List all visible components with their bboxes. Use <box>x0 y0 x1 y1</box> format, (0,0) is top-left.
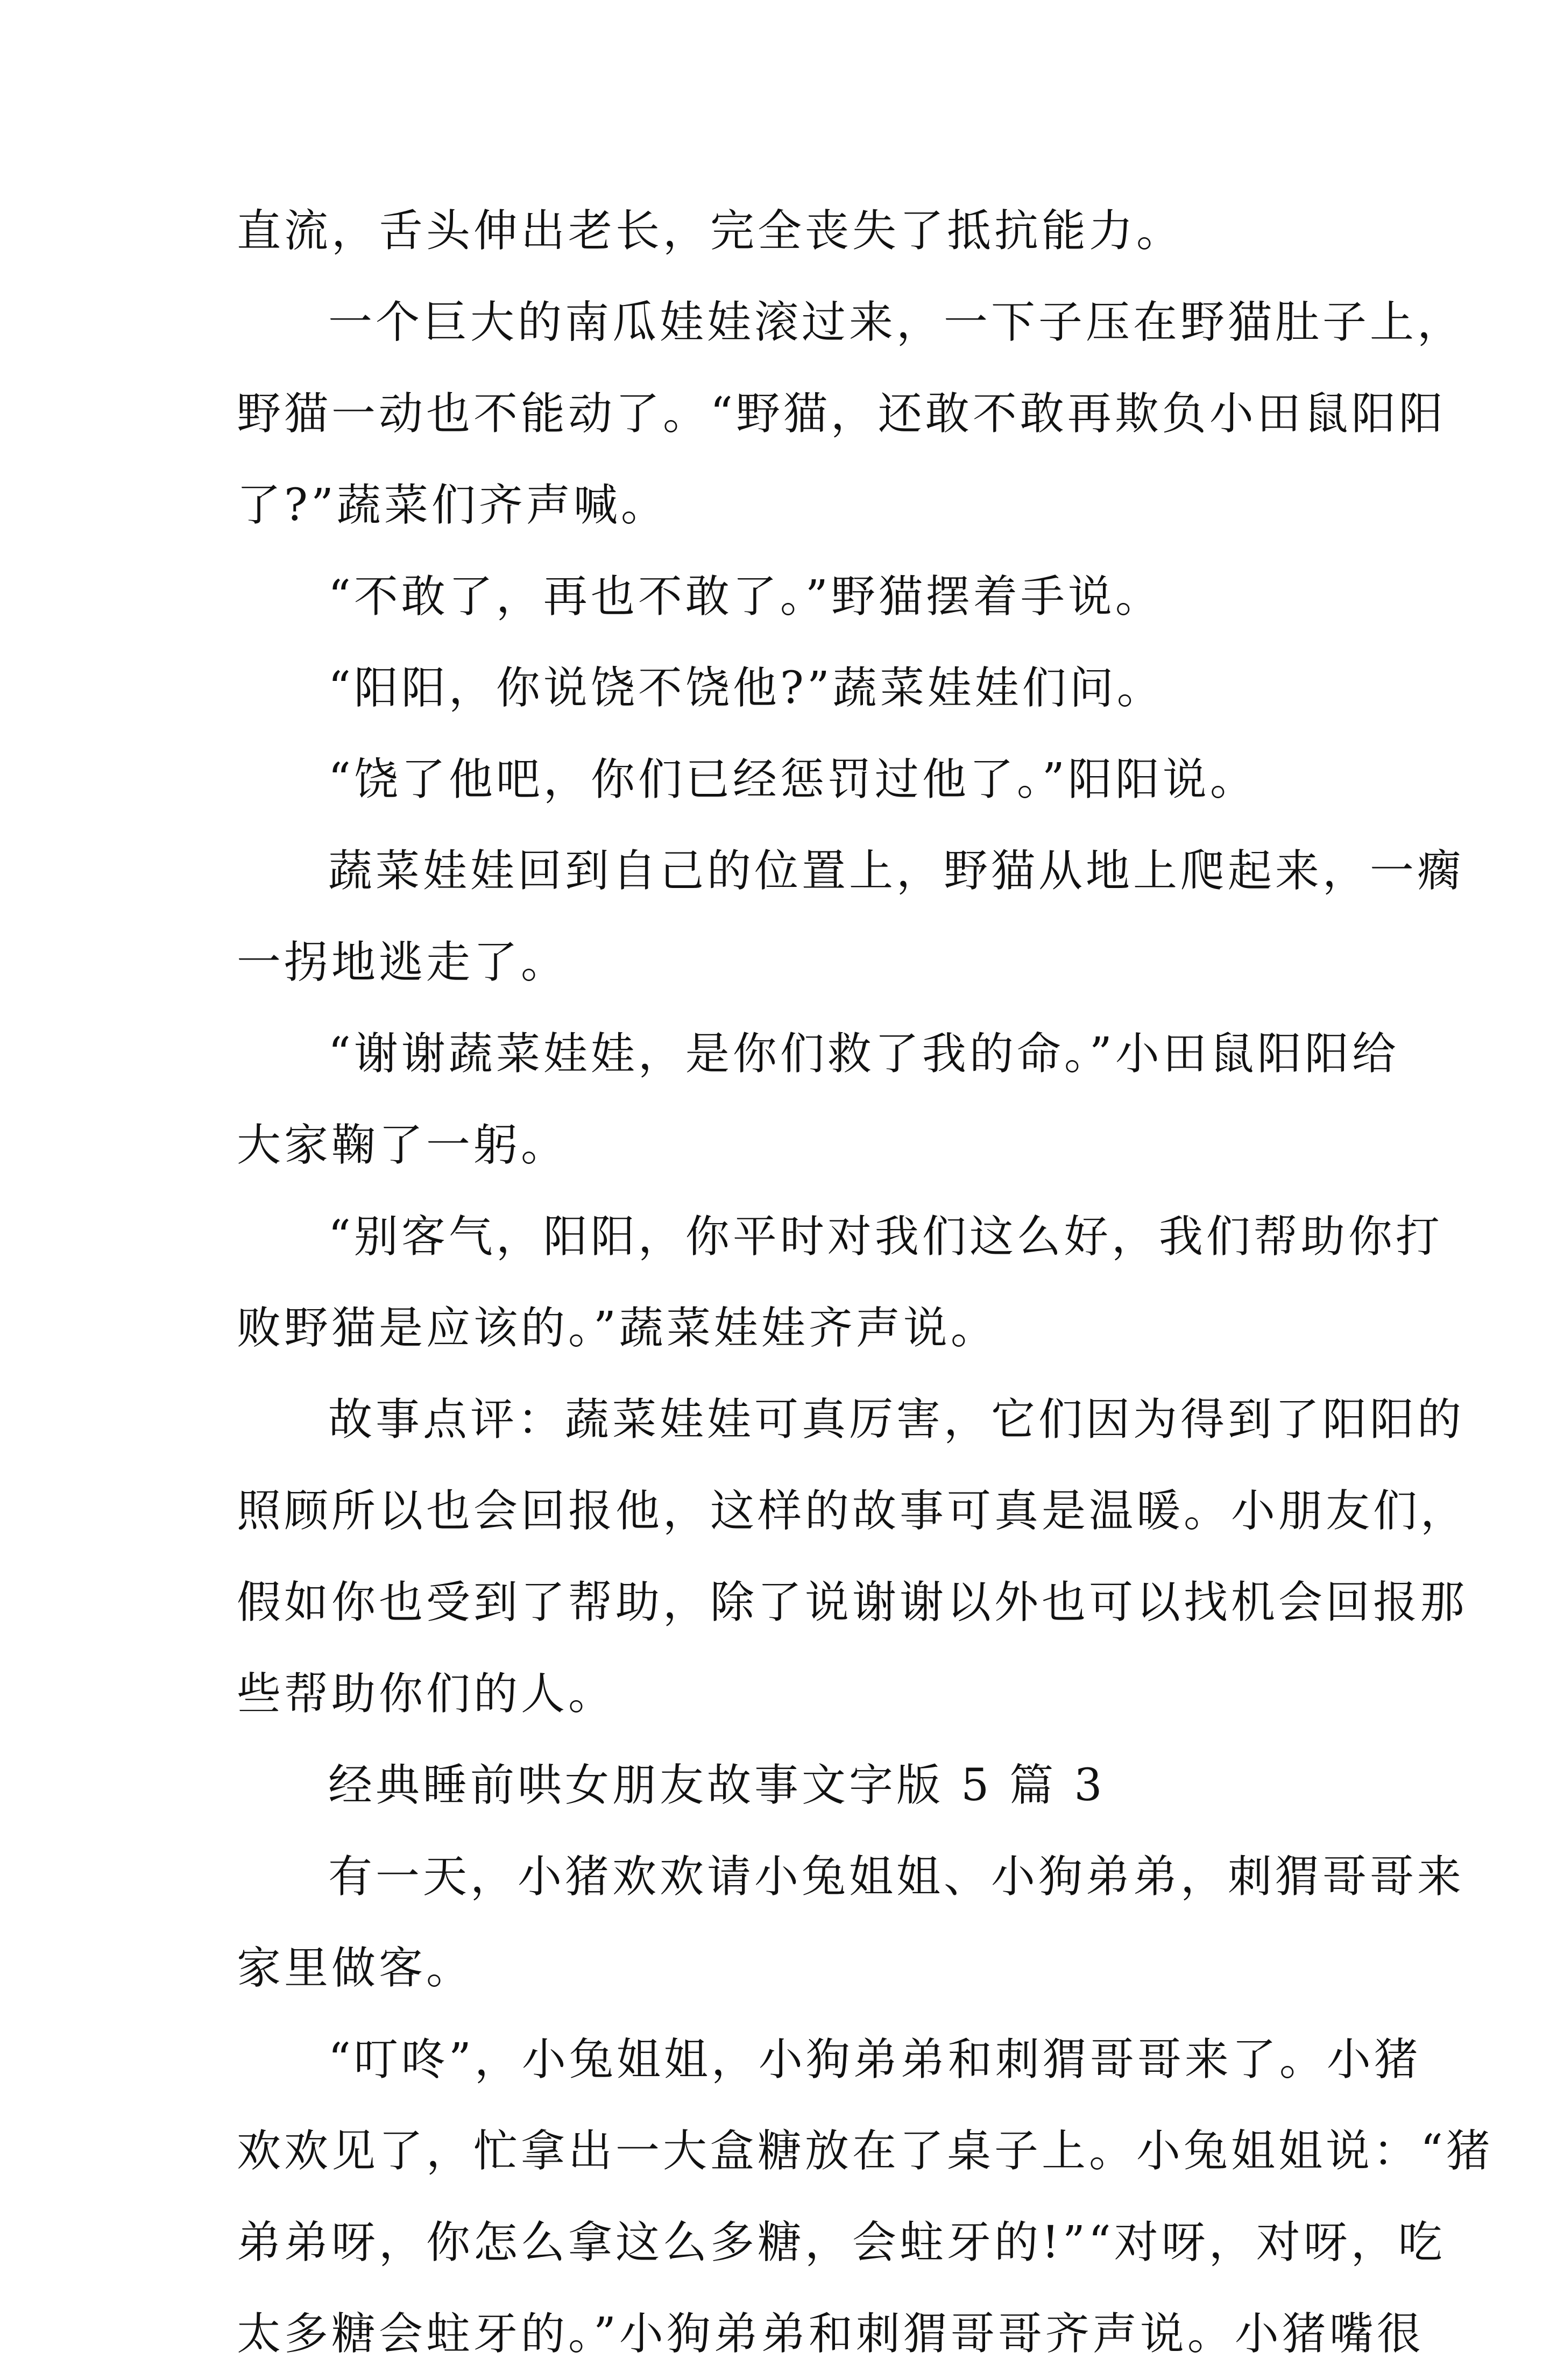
text-line: 了?”蔬菜们齐声喊。 <box>237 480 668 531</box>
text-line: 有一天，小猪欢欢请小兔姐姐、小狗弟弟，刺猬哥哥来 <box>328 1851 1465 1902</box>
text-line: “阳阳，你说饶不饶他?”蔬菜娃娃们问。 <box>328 663 1164 714</box>
text-line: 败野猫是应该的。”蔬菜娃娃齐声说。 <box>237 1303 998 1354</box>
text-line: 大家鞠了一躬。 <box>237 1120 569 1171</box>
text-line: “不敢了，再也不敢了。”野猫摆着手说。 <box>328 571 1163 622</box>
text-line: 假如你也受到了帮助，除了说谢谢以外也可以找机会回报那 <box>237 1577 1468 1628</box>
text-line: 一个巨大的南瓜娃娃滚过来，一下子压在野猫肚子上， <box>328 297 1465 348</box>
text-body <box>237 186 1494 2380</box>
text-line: 野猫一动也不能动了。“野猫，还敢不敢再欺负小田鼠阳阳 <box>237 388 1446 439</box>
text-line: “叮咚”，小兔姐姐，小狗弟弟和刺猬哥哥来了。小猪 <box>328 2034 1421 2085</box>
text-line: “别客气，阳阳，你平时对我们这么好，我们帮助你打 <box>328 1211 1443 1262</box>
text-line: 照顾所以也会回报他，这样的故事可真是温暖。小朋友们， <box>237 1486 1468 1537</box>
text-line: 弟弟呀，你怎么拿这么多糖，会蛀牙的!”“对呀，对呀，吃 <box>237 2217 1446 2268</box>
text-line: “谢谢蔬菜娃娃，是你们救了我的命。”小田鼠阳阳给 <box>328 1028 1399 1079</box>
text-line: 蔬菜娃娃回到自己的位置上，野猫从地上爬起来，一瘸 <box>328 846 1465 897</box>
section-heading: 经典睡前哄女朋友故事文字版 5 篇 3 <box>328 1760 1106 1811</box>
text-line: 太多糖会蛀牙的。”小狗弟弟和刺猬哥哥齐声说。小猪嘴很 <box>237 2308 1424 2360</box>
text-line: 欢欢见了，忙拿出一大盒糖放在了桌子上。小兔姐姐说：“猪 <box>237 2126 1494 2177</box>
text-line: 家里做客。 <box>237 1943 474 1994</box>
text-line: 些帮助你们的人。 <box>237 1668 616 1720</box>
text-line: 直流，舌头伸出老长，完全丧失了抵抗能力。 <box>237 205 1184 257</box>
text-line: “饶了他吧，你们已经惩罚过他了。”阳阳说。 <box>328 754 1257 805</box>
text-line: 一拐地逃走了。 <box>237 937 569 988</box>
text-line: 故事点评：蔬菜娃娃可真厉害，它们因为得到了阳阳的 <box>328 1394 1465 1445</box>
